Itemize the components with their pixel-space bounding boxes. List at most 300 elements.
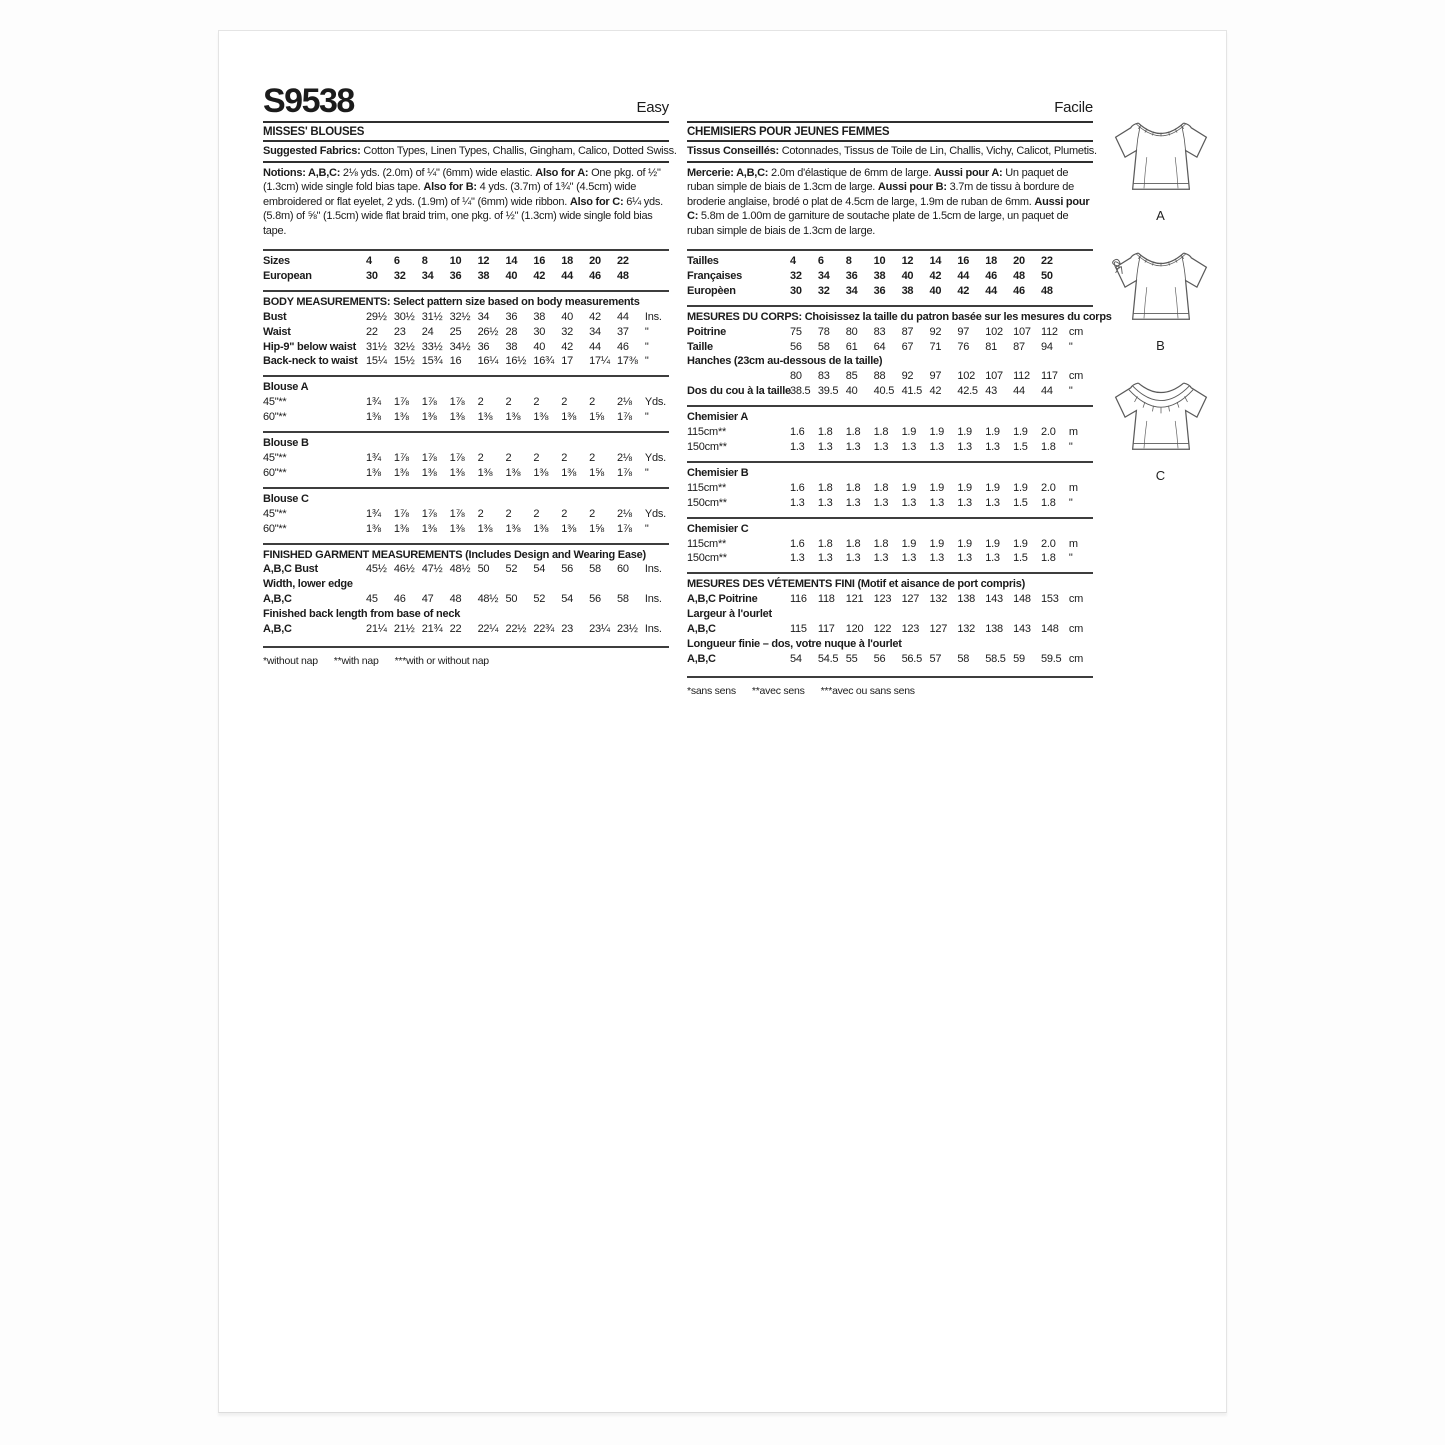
cell-value: 21¼ [366, 623, 387, 636]
cell-value: 32 [817, 284, 830, 297]
cell-value: 16 [533, 255, 546, 268]
cell-value: 34 [421, 269, 434, 282]
row-label: 60"** [263, 522, 287, 535]
cell-value: 30 [366, 269, 378, 282]
cell-value: 1⅜ [366, 522, 381, 535]
table-row [263, 310, 669, 325]
cell-value: 1.3 [957, 441, 972, 453]
text-segment: 4 yds. (3.7m) of 1¾" (4.5cm) wide embroidered or flat eyelet, 2 yds. (1.9m) of ¼" (6mm) wide ribbon. [263, 181, 637, 208]
cell-value: 48½ [477, 593, 499, 606]
french-tables [687, 249, 1112, 667]
cell-value: 34½ [449, 340, 471, 353]
cell-value: 1.9 [929, 537, 944, 550]
table-row [687, 340, 1093, 355]
text-segment: Also for C: [569, 195, 627, 208]
cell-value: 1.3 [845, 552, 861, 565]
cell-value: 2⅛ [617, 452, 632, 464]
cell-value: 1.6 [790, 481, 805, 494]
row-label: 60"** [263, 411, 287, 424]
cell-value: 1⅜ [449, 466, 465, 479]
cell-value: 57 [929, 652, 942, 665]
cell-value: 107 [985, 370, 1003, 383]
section-divider [263, 487, 669, 489]
cell-value: 1⅜ [533, 466, 549, 479]
french-footnotes [687, 676, 1093, 697]
cell-value: 1⅜ [561, 466, 577, 479]
row-label: 45"** [263, 452, 287, 464]
cell-value: 46 [589, 269, 601, 282]
cell-value: 59 [1013, 652, 1025, 665]
cell-value: 54 [561, 593, 573, 606]
section-divider [263, 543, 669, 545]
cell-value: 54 [533, 563, 546, 576]
cell-value: 58 [589, 563, 601, 576]
blouse-b-line-art [1109, 243, 1213, 335]
cell-value: 1.3 [845, 496, 861, 509]
table-row [263, 592, 669, 607]
text-segment: Also for A: [535, 167, 592, 179]
unit-cell: Ins. [644, 310, 662, 323]
cell-value: 80 [790, 370, 802, 383]
cell-value: 1.5 [1013, 441, 1028, 453]
cell-value: 94 [1041, 340, 1053, 353]
cell-value: 17¼ [589, 355, 610, 368]
cell-value: 23¼ [589, 623, 610, 636]
text-segment: Notions: A,B,C: [263, 167, 343, 179]
french-title: CHEMISIERS POUR JEUNES FEMMES [687, 123, 1093, 142]
cell-value: 1.3 [845, 441, 861, 453]
cell-value: 32 [393, 269, 406, 282]
blouse-c-line-art [1109, 373, 1213, 465]
cell-value: 1⅜ [505, 466, 521, 479]
cell-value: 30½ [393, 310, 415, 323]
cell-value: 115 [790, 623, 807, 636]
cell-value: 44 [561, 269, 573, 282]
cell-value: 123 [873, 593, 892, 606]
cell-value: 1⅞ [421, 452, 437, 464]
cell-value: 42 [533, 269, 546, 282]
cell-value: 1.3 [929, 552, 944, 565]
footnote-item: ***avec ou sans sens [820, 684, 915, 697]
cell-value: 1⅜ [505, 522, 521, 535]
cell-value: 127 [901, 593, 920, 606]
section-heading: Blouse B [263, 437, 309, 450]
unit-cell: Ins. [644, 563, 662, 576]
section-heading: FINISHED GARMENT MEASUREMENTS (Includes Design and Wearing Ease) [263, 548, 646, 561]
unit-cell: Yds. [644, 396, 666, 409]
cell-value: 1.8 [1041, 441, 1056, 453]
cell-value: 2 [533, 396, 540, 409]
unit-cell: cm [1068, 652, 1084, 665]
cell-value: 120 [845, 623, 864, 636]
cell-value: 1.3 [985, 552, 1000, 565]
cell-value: 18 [561, 255, 573, 268]
cell-value: 1⅞ [449, 452, 465, 464]
english-title: MISSES' BLOUSES [263, 123, 669, 142]
cell-value: 38 [505, 340, 518, 353]
table-row [263, 269, 669, 284]
row-label: Poitrine [687, 325, 726, 338]
row-label: A,B,C [263, 593, 292, 606]
cell-value: 85 [845, 370, 858, 383]
cell-value: 32½ [393, 340, 415, 353]
cell-value: 1.8 [817, 481, 833, 494]
cell-value: 97 [929, 370, 942, 383]
cell-value: 25 [449, 325, 462, 338]
row-label: Europèen [687, 284, 736, 297]
cell-value: 132 [929, 593, 948, 606]
cell-value: 36 [873, 284, 886, 297]
cell-value: 143 [985, 593, 1003, 606]
cell-value: 42.5 [957, 385, 978, 398]
cell-value: 78 [817, 325, 830, 338]
english-footnotes [263, 646, 669, 667]
row-label [687, 369, 790, 384]
cell-value: 16¾ [533, 355, 555, 368]
cell-value: 22½ [505, 623, 527, 636]
cell-value: 67 [901, 340, 914, 353]
unit-cell: " [1068, 441, 1073, 453]
table-row [687, 622, 1093, 637]
section-divider [687, 461, 1093, 463]
cell-value: 1⅜ [561, 411, 577, 424]
cell-value: 1.3 [790, 441, 805, 453]
table-row [263, 340, 669, 355]
figure-blouse-a [1103, 113, 1219, 223]
section-heading: BODY MEASUREMENTS: Select pattern size based on body measurements [263, 295, 640, 308]
cell-value: 1⅞ [393, 452, 409, 464]
text-segment: Aussi pour C: [687, 195, 1090, 223]
cell-value: 1⅜ [533, 411, 549, 424]
cell-value: 88 [873, 370, 886, 383]
unit-cell: " [644, 325, 649, 338]
row-label: Sizes [263, 255, 290, 268]
tissus-conseilles-line [687, 142, 1097, 163]
cell-value: 40 [561, 310, 573, 323]
unit-cell: " [644, 355, 649, 368]
cell-value: 52 [505, 563, 518, 576]
cell-value: 1.8 [1041, 552, 1056, 565]
cell-value: 123 [901, 623, 920, 636]
cell-value: 2 [589, 396, 595, 409]
cell-value: 122 [873, 623, 892, 636]
cell-value: 2 [589, 507, 595, 520]
cell-value: 56 [790, 340, 802, 353]
cell-value: 1⅜ [477, 411, 493, 424]
cell-value: 1⅜ [393, 466, 409, 479]
cell-value: 36 [449, 269, 462, 282]
row-label: European [263, 269, 312, 282]
table-row [687, 384, 1093, 399]
cell-value: 2 [477, 452, 484, 464]
cell-value: 76 [957, 340, 970, 353]
cell-value: 36 [845, 269, 858, 282]
cell-value: 58.5 [985, 652, 1006, 665]
cell-value: 38 [901, 284, 914, 297]
cell-value: 22¼ [477, 623, 499, 636]
cell-value: 31½ [421, 310, 443, 323]
cell-value: 1.8 [873, 537, 889, 550]
text-segment: Also for B: [423, 181, 480, 194]
cell-value: 1⅞ [421, 507, 437, 520]
cell-value: 1.8 [1041, 496, 1056, 509]
cell-value: 45½ [366, 563, 387, 576]
text-segment: Aussi pour A: [933, 167, 1006, 179]
cell-value: 1.3 [901, 552, 917, 565]
cell-value: 26½ [477, 325, 499, 338]
cell-value: 21¾ [421, 623, 443, 636]
cell-value: 40 [505, 269, 518, 282]
cell-value: 148 [1041, 623, 1059, 636]
cell-value: 42 [589, 310, 601, 323]
row-label: A,B,C [687, 652, 716, 665]
cell-value: 1⅜ [393, 522, 409, 535]
table-row [263, 254, 669, 269]
unit-cell: Ins. [644, 623, 662, 636]
cell-value: 1.6 [790, 537, 805, 550]
table-row [687, 592, 1093, 607]
section-heading: Hanches (23cm au-dessous de la taille) [687, 355, 883, 368]
row-label: 45"** [263, 507, 287, 520]
unit-cell: cm [1068, 370, 1084, 383]
text-segment: 2.0m d'élastique de 6mm de large. [770, 167, 934, 179]
cell-value: 22 [449, 623, 462, 636]
difficulty-label-fr: Facile [1054, 99, 1093, 116]
cell-value: 2 [505, 452, 512, 464]
cell-value: 1.8 [845, 426, 861, 439]
section-heading: Finished back length from base of neck [263, 608, 461, 621]
cell-value: 1.9 [929, 481, 944, 494]
cell-value: 1⅝ [589, 522, 604, 535]
table-row [263, 466, 669, 481]
cell-value: 1⅞ [449, 396, 465, 409]
table-row [687, 325, 1093, 340]
cell-value: 1.3 [957, 496, 972, 509]
cell-value: 1.8 [845, 537, 861, 550]
table-row [263, 562, 669, 577]
cell-value: 44 [985, 284, 997, 297]
cell-value: 1⅞ [393, 507, 409, 520]
cell-value: 48 [1041, 284, 1053, 297]
table-row [263, 451, 669, 466]
unit-cell: Yds. [644, 452, 666, 464]
cell-value: 40 [901, 269, 914, 282]
cell-value: 16 [449, 355, 462, 368]
cell-value: 56 [561, 563, 573, 576]
figure-label: C [1155, 468, 1167, 483]
text-segment: Suggested Fabrics: [263, 145, 364, 157]
cell-value: 20 [589, 255, 601, 268]
cell-value: 44 [957, 269, 970, 282]
cell-value: 23 [393, 325, 406, 338]
figure-label: B [1156, 338, 1166, 353]
cell-value: 59.5 [1041, 652, 1062, 665]
cell-value: 2 [505, 396, 512, 409]
cell-value: 1.5 [1013, 496, 1028, 509]
cell-value: 112 [1013, 370, 1030, 383]
cell-value: 22 [366, 325, 378, 338]
footnote-item: ***with or without nap [394, 654, 489, 667]
cell-value: 1⅞ [421, 396, 437, 409]
cell-value: 44 [617, 310, 629, 323]
cell-value: 56 [873, 652, 886, 665]
row-label: A,B,C Bust [263, 563, 318, 576]
cell-value: 34 [845, 284, 858, 297]
cell-value: 40 [533, 340, 546, 353]
section-divider [687, 517, 1093, 519]
cell-value: 60 [617, 563, 629, 576]
cell-value: 2.0 [1041, 481, 1056, 494]
cell-value: 34 [817, 269, 830, 282]
cell-value: 1.3 [790, 496, 805, 509]
cell-value: 47½ [421, 563, 443, 576]
section-divider [687, 572, 1093, 574]
cell-value: 44 [1013, 385, 1025, 398]
blouse-a-line-art [1109, 113, 1213, 205]
cell-value: 132 [957, 623, 975, 636]
cell-value: 58 [617, 593, 629, 606]
cell-value: 40 [845, 385, 858, 398]
english-column [263, 31, 677, 667]
cell-value: 148 [1013, 593, 1031, 606]
cell-value: 36 [477, 340, 490, 353]
row-label: 115cm** [687, 481, 727, 494]
cell-value: 32 [790, 269, 802, 282]
cell-value: 1⅞ [617, 411, 632, 424]
cell-value: 29½ [366, 310, 387, 323]
table-row [687, 369, 1093, 384]
table-row [687, 425, 1093, 440]
cell-value: 1⅜ [477, 466, 493, 479]
cell-value: 41.5 [901, 385, 922, 398]
cell-value: 18 [985, 255, 997, 268]
cell-value: 1.8 [873, 426, 889, 439]
unit-cell: cm [1068, 623, 1084, 636]
cell-value: 1.3 [873, 496, 889, 509]
text-segment: One pkg. of ½" (1.3cm) wide single fold bias tape. [263, 167, 661, 194]
pattern-number: S9538 [263, 82, 354, 120]
mercerie-paragraph [687, 163, 1093, 243]
cell-value: 23½ [617, 623, 638, 636]
cell-value: 6 [393, 255, 400, 268]
cell-value: 1.3 [985, 496, 1000, 509]
row-label: 150cm** [687, 496, 727, 509]
cell-value: 2 [561, 396, 568, 409]
cell-value: 1.8 [817, 426, 833, 439]
cell-value: 37 [617, 325, 629, 338]
text-segment: Cotonnades, Tissus de Toile de Lin, Challis, Vichy, Calicot, Plumetis. [781, 145, 1097, 157]
cell-value: 8 [845, 255, 852, 268]
cell-value: 87 [1013, 340, 1025, 353]
table-row [263, 395, 669, 410]
section-divider [263, 249, 669, 251]
cell-value: 153 [1041, 593, 1059, 606]
section-heading: Longueur finie – dos, votre nuque à l'ourlet [687, 637, 902, 650]
section-divider [687, 249, 1093, 251]
cell-value: 1¾ [366, 396, 381, 409]
cell-value: 1⅜ [421, 522, 437, 535]
cell-value: 1.3 [790, 552, 805, 565]
text-segment: 2⅛ yds. (2.0m) of ¼" (6mm) wide elastic. [342, 167, 536, 179]
cell-value: 1¾ [366, 452, 381, 464]
cell-value: 58 [957, 652, 970, 665]
cell-value: 36 [505, 310, 518, 323]
cell-value: 14 [505, 255, 518, 268]
cell-value: 32½ [449, 310, 471, 323]
footnote-item: *sans sens [687, 684, 736, 697]
cell-value: 1.9 [957, 537, 972, 550]
french-column [687, 31, 1112, 697]
cell-value: 143 [1013, 623, 1031, 636]
cell-value: 43 [985, 385, 997, 398]
cell-value: 1.9 [901, 481, 917, 494]
row-label: 150cm** [687, 441, 727, 453]
cell-value: 56 [589, 593, 601, 606]
unit-cell: " [644, 411, 649, 424]
cell-value: 42 [561, 340, 573, 353]
cell-value: 61 [845, 340, 858, 353]
cell-value: 102 [985, 325, 1003, 338]
cell-value: 2⅛ [617, 507, 632, 520]
unit-cell: " [1068, 340, 1073, 353]
row-label: Françaises [687, 269, 742, 282]
cell-value: 10 [873, 255, 886, 268]
cell-value: 117 [1041, 370, 1058, 383]
figure-blouse-b [1103, 243, 1219, 353]
cell-value: 34 [589, 325, 601, 338]
cell-value: 1.3 [929, 496, 944, 509]
cell-value: 38 [477, 269, 490, 282]
section-heading: MESURES DES VÉTEMENTS FINI (Motif et aisance de port compris) [687, 578, 1026, 591]
cell-value: 118 [817, 593, 835, 606]
cell-value: 1.3 [901, 496, 917, 509]
table-row [687, 551, 1093, 566]
table-row [687, 440, 1093, 455]
french-header-band [687, 80, 1093, 123]
cell-value: 28 [505, 325, 518, 338]
cell-value: 42 [929, 385, 942, 398]
cell-value: 127 [929, 623, 948, 636]
unit-cell: " [1068, 552, 1073, 565]
cell-value: 38 [873, 269, 886, 282]
row-label: Waist [263, 325, 291, 338]
difficulty-label-en: Easy [636, 99, 669, 116]
cell-value: 117 [817, 623, 835, 636]
cell-value: 55 [845, 652, 858, 665]
cell-value: 23 [561, 623, 573, 636]
cell-value: 42 [929, 269, 942, 282]
section-divider [263, 431, 669, 433]
cell-value: 22 [1041, 255, 1053, 268]
cell-value: 22¾ [533, 623, 555, 636]
table-row [263, 522, 669, 537]
unit-cell: " [644, 466, 649, 479]
section-divider [687, 405, 1093, 407]
section-heading: Width, lower edge [263, 578, 353, 591]
cell-value: 1.9 [1013, 537, 1028, 550]
cell-value: 138 [985, 623, 1003, 636]
table-row [687, 269, 1093, 284]
notions-paragraph [263, 163, 669, 243]
cell-value: 1.9 [1013, 481, 1028, 494]
text-segment: Tissus Conseillés: [687, 145, 782, 157]
text-segment: Aussi pour B: [877, 181, 950, 194]
cell-value: 10 [449, 255, 462, 268]
section-divider [263, 375, 669, 377]
footnote-item: *without nap [263, 654, 318, 667]
cell-value: 1⅜ [393, 411, 409, 424]
unit-cell: m [1068, 426, 1078, 439]
